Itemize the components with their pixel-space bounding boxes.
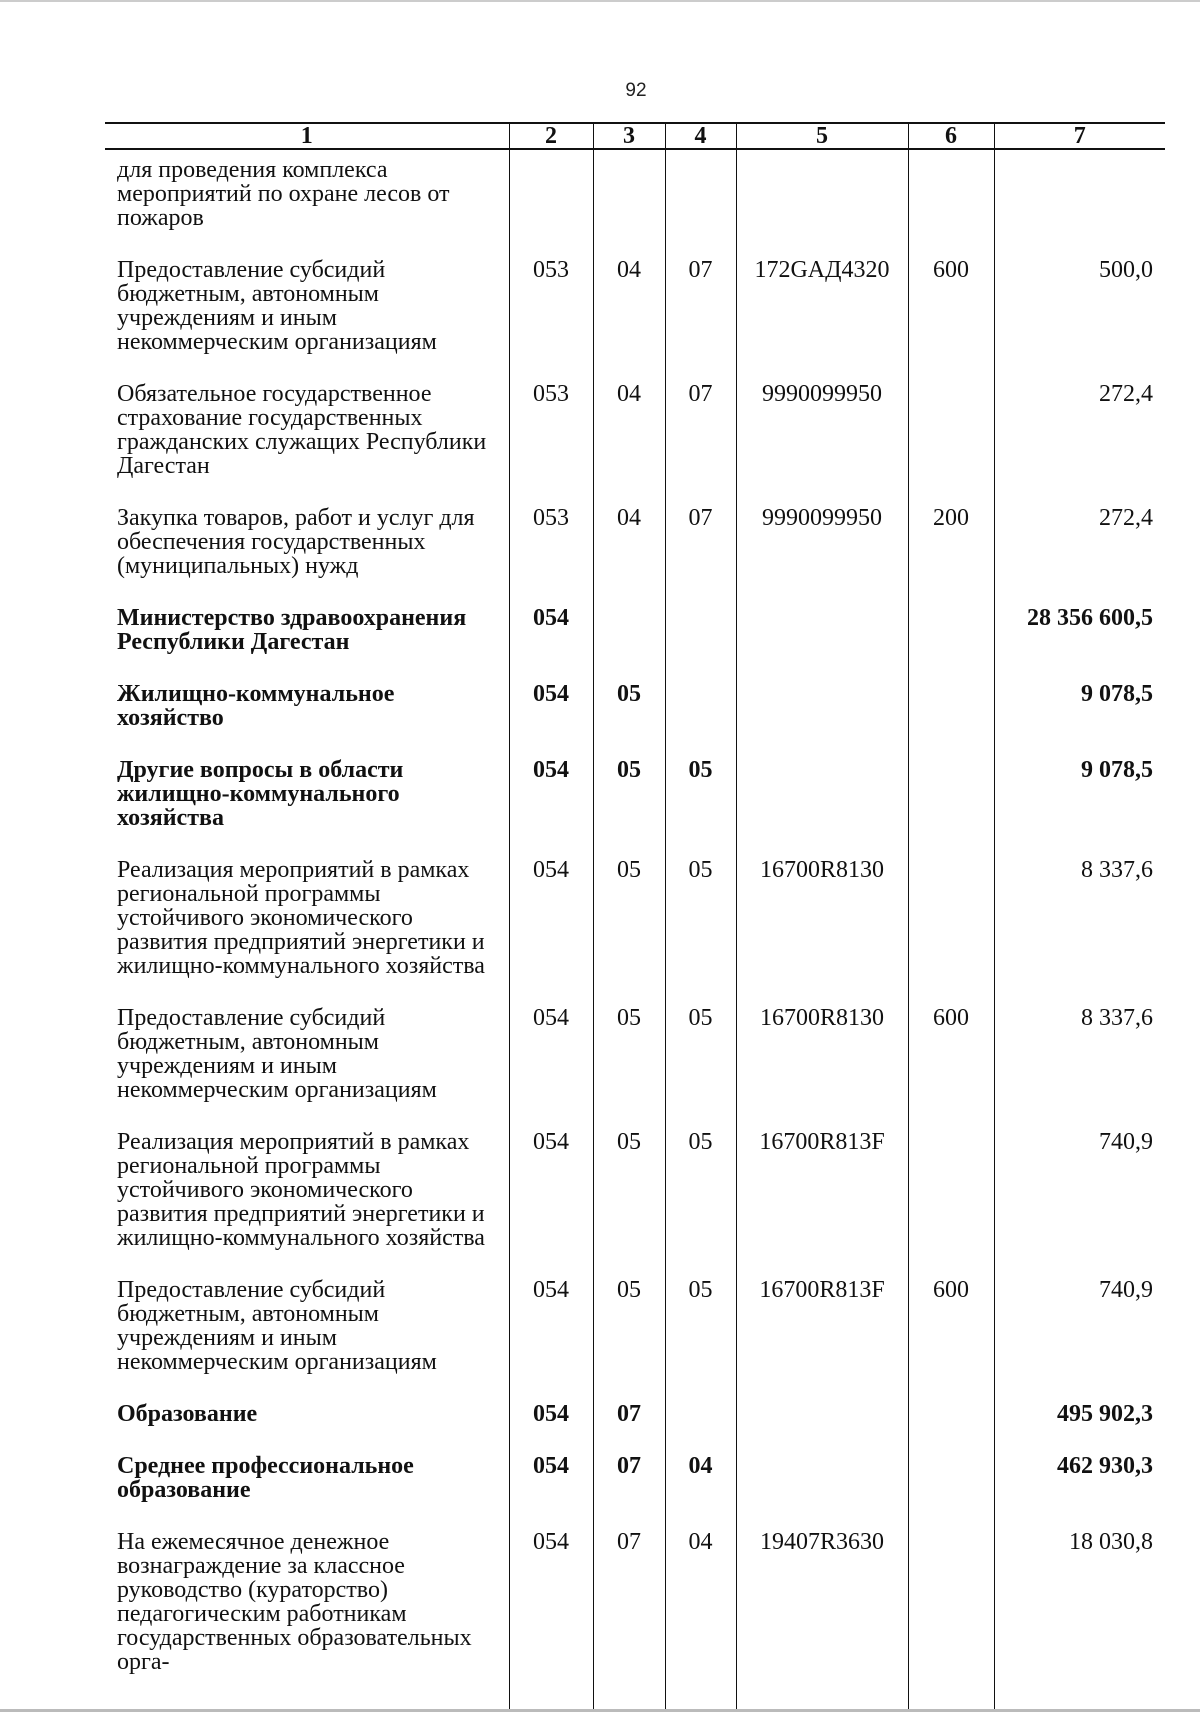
table-row [105,1440,1165,1516]
row-subsection-code: 07 [665,368,736,492]
row-description: для проведения комплекса мероприятий по охране лесов от пожаров [117,157,450,231]
row-expense-type [908,1388,994,1440]
column-header-7: 7 [994,123,1165,149]
scan-top-edge [0,0,1200,2]
row-expense-type [908,368,994,492]
row-ministry-code: 054 [509,668,593,744]
row-subsection-code: 05 [665,844,736,992]
row-subsection-code: 04 [665,1440,736,1516]
row-amount: 272,4 [994,368,1165,492]
row-amount: 740,9 [994,1264,1165,1388]
row-target-article: 16700R8130 [736,844,908,992]
row-section-code: 05 [593,668,665,744]
row-amount: 462 930,3 [994,1440,1165,1516]
row-subsection-code: 05 [665,744,736,844]
row-amount: 500,0 [994,244,1165,368]
row-subsection-code [665,668,736,744]
row-amount: 740,9 [994,1116,1165,1264]
table-row [105,592,1165,668]
row-target-article: 172GАД4320 [736,244,908,368]
row-ministry-code: 053 [509,244,593,368]
row-description: Предоставление субсидий бюджетным, автономным учреждениям и иным некоммерческим организациям [117,257,437,355]
row-target-article: 16700R813F [736,1116,908,1264]
table-row [105,244,1165,368]
row-subsection-code [665,149,736,244]
row-description: Закупка товаров, работ и услуг для обеспечения государственных (муниципальных) нужд [117,505,475,579]
row-ministry-code: 054 [509,1116,593,1264]
table-row [105,844,1165,992]
table-row [105,668,1165,744]
row-ministry-code: 054 [509,992,593,1116]
row-section-code: 05 [593,844,665,992]
row-target-article [736,1440,908,1516]
row-section-code [593,592,665,668]
row-section-code: 04 [593,244,665,368]
page-number: 92 [625,80,647,101]
row-section-code: 07 [593,1440,665,1516]
row-ministry-code: 054 [509,592,593,668]
row-description: Реализация мероприятий в рамках региональной программы устойчивого экономического развития предприятий энергетики и жилищно-коммунального хозяйства [117,857,485,979]
row-subsection-code: 04 [665,1516,736,1712]
table-header [105,123,1165,149]
row-target-article: 19407R3630 [736,1516,908,1712]
row-expense-type [908,1116,994,1264]
row-subsection-code: 05 [665,1264,736,1388]
column-header-6: 6 [908,123,994,149]
row-expense-type [908,592,994,668]
table-row [105,492,1165,592]
row-subsection-code: 07 [665,244,736,368]
row-section-code: 05 [593,744,665,844]
row-target-article [736,744,908,844]
column-header-1: 1 [105,123,509,149]
column-number-row [105,123,1165,149]
row-description: Обязательное государственное страхование государственных гражданских служащих Республики Дагестан [117,381,487,479]
row-amount: 8 337,6 [994,844,1165,992]
row-ministry-code: 054 [509,1388,593,1440]
row-section-code: 07 [593,1516,665,1712]
row-expense-type [908,149,994,244]
table-row [105,368,1165,492]
table-row [105,1516,1165,1712]
row-ministry-code: 054 [509,744,593,844]
row-description: Другие вопросы в области жилищно-коммунального хозяйства [117,757,404,831]
row-amount [994,149,1165,244]
row-subsection-code [665,1388,736,1440]
row-description: На ежемесячное денежное вознаграждение за классное руководство (кураторство) педагогическим работникам государственных образовательных орга- [117,1529,472,1675]
row-amount: 9 078,5 [994,744,1165,844]
row-description: Министерство здравоохранения Республики Дагестан [117,605,467,655]
row-ministry-code: 054 [509,844,593,992]
row-expense-type [908,744,994,844]
row-amount: 8 337,6 [994,992,1165,1116]
row-subsection-code: 05 [665,1116,736,1264]
row-expense-type [908,1440,994,1516]
row-amount: 495 902,3 [994,1388,1165,1440]
column-header-2: 2 [509,123,593,149]
column-header-4: 4 [665,123,736,149]
row-expense-type [908,668,994,744]
table-row [105,744,1165,844]
row-description: Предоставление субсидий бюджетным, автономным учреждениям и иным некоммерческим организациям [117,1277,437,1375]
row-target-article [736,592,908,668]
row-section-code: 05 [593,1116,665,1264]
table-row [105,1264,1165,1388]
row-description: Образование [117,1401,258,1427]
row-ministry-code: 054 [509,1516,593,1712]
row-target-article [736,668,908,744]
table-row [105,1388,1165,1440]
column-header-5: 5 [736,123,908,149]
row-description: Реализация мероприятий в рамках региональной программы устойчивого экономического развития предприятий энергетики и жилищно-коммунального хозяйства [117,1129,485,1251]
row-ministry-code: 054 [509,1440,593,1516]
row-description: Среднее профессиональное образование [117,1453,414,1503]
row-section-code: 04 [593,492,665,592]
row-ministry-code: 054 [509,1264,593,1388]
row-target-article: 9990099950 [736,368,908,492]
column-header-3: 3 [593,123,665,149]
row-expense-type: 600 [908,992,994,1116]
row-expense-type: 600 [908,244,994,368]
row-ministry-code: 053 [509,492,593,592]
row-target-article: 9990099950 [736,492,908,592]
row-amount: 9 078,5 [994,668,1165,744]
row-description: Предоставление субсидий бюджетным, автономным учреждениям и иным некоммерческим организациям [117,1005,437,1103]
row-subsection-code: 05 [665,992,736,1116]
row-description: Жилищно-коммунальное хозяйство [117,681,395,731]
row-section-code: 04 [593,368,665,492]
row-target-article [736,149,908,244]
table-body [105,149,1165,1712]
row-expense-type [908,1516,994,1712]
row-expense-type: 200 [908,492,994,592]
table-row [105,149,1165,244]
row-section-code: 05 [593,1264,665,1388]
row-amount: 28 356 600,5 [994,592,1165,668]
table-row [105,992,1165,1116]
row-subsection-code [665,592,736,668]
row-section-code: 07 [593,1388,665,1440]
row-section-code: 05 [593,992,665,1116]
row-target-article [736,1388,908,1440]
row-section-code [593,149,665,244]
row-subsection-code: 07 [665,492,736,592]
table-row [105,1116,1165,1264]
row-expense-type [908,844,994,992]
row-amount: 272,4 [994,492,1165,592]
row-ministry-code: 053 [509,368,593,492]
row-expense-type: 600 [908,1264,994,1388]
budget-table [105,122,1165,1712]
row-amount: 18 030,8 [994,1516,1165,1712]
row-target-article: 16700R8130 [736,992,908,1116]
row-target-article: 16700R813F [736,1264,908,1388]
row-ministry-code [509,149,593,244]
